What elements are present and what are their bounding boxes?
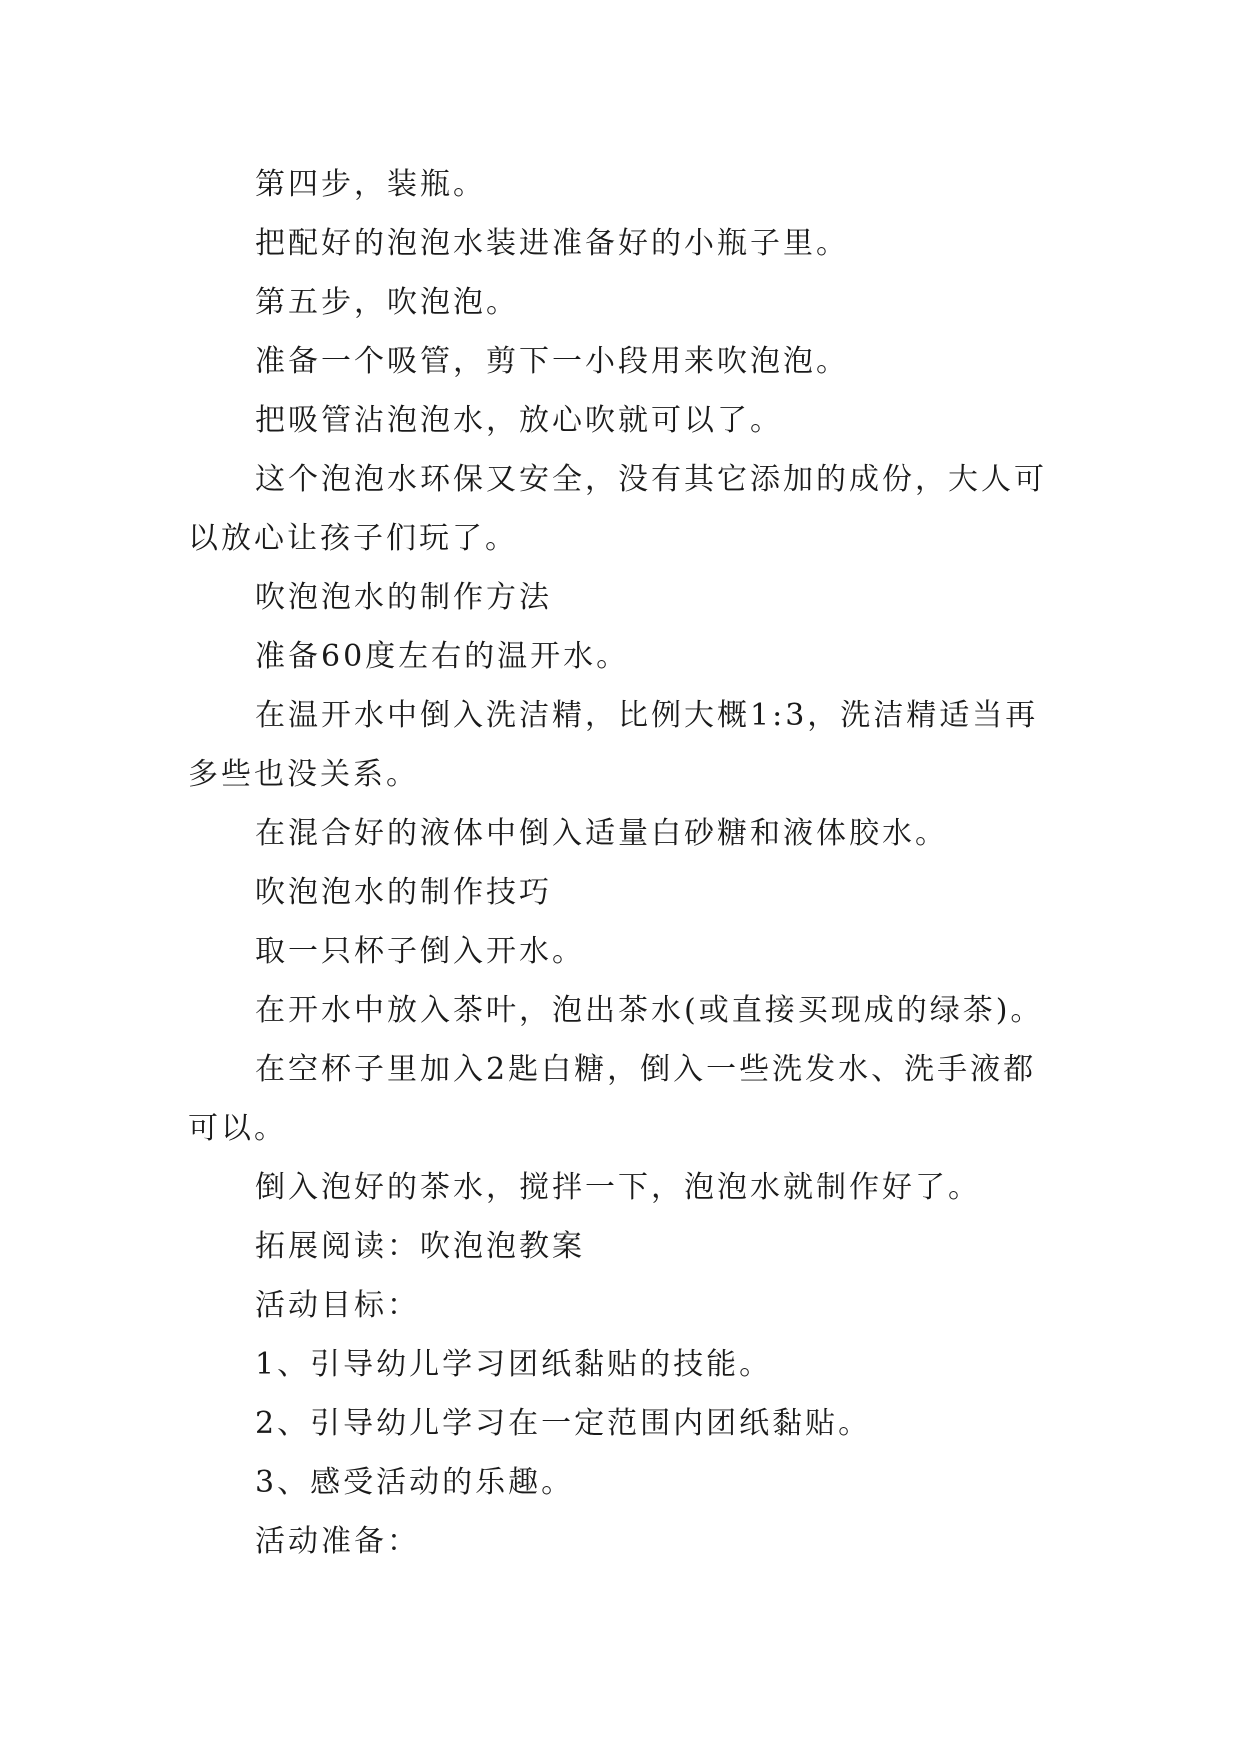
paragraph: 倒入泡好的茶水，搅拌一下，泡泡水就制作好了。 (255, 1170, 981, 1205)
paragraph: 在开水中放入茶叶，泡出茶水(或直接买现成的绿茶)。 (255, 993, 1044, 1028)
paragraph: 第四步，装瓶。 (255, 167, 486, 202)
section-heading: 活动目标： (255, 1288, 420, 1323)
section-heading: 吹泡泡水的制作方法 (255, 580, 552, 615)
list-item: 2、引导幼儿学习在一定范围内团纸黏贴。 (255, 1406, 872, 1441)
document-body (188, 155, 1068, 1571)
paragraph: 在温开水中倒入洗洁精，比例大概1:3，洗洁精适当再多些也没关系。 (188, 698, 1039, 792)
paragraph: 第五步，吹泡泡。 (255, 285, 519, 320)
paragraph: 把配好的泡泡水装进准备好的小瓶子里。 (255, 226, 849, 261)
section-heading: 活动准备： (255, 1524, 420, 1559)
paragraph: 在混合好的液体中倒入适量白砂糖和液体胶水。 (255, 816, 948, 851)
section-heading: 拓展阅读：吹泡泡教案 (255, 1229, 585, 1264)
section-heading: 吹泡泡水的制作技巧 (255, 875, 552, 910)
paragraph: 把吸管沾泡泡水，放心吹就可以了。 (255, 403, 783, 438)
paragraph: 准备60度左右的温开水。 (255, 639, 630, 674)
paragraph: 取一只杯子倒入开水。 (255, 934, 585, 969)
paragraph: 这个泡泡水环保又安全，没有其它添加的成份，大人可以放心让孩子们玩了。 (188, 462, 1047, 556)
list-item: 3、感受活动的乐趣。 (255, 1465, 575, 1500)
paragraph: 在空杯子里加入2匙白糖，倒入一些洗发水、洗手液都可以。 (188, 1052, 1037, 1146)
list-item: 1、引导幼儿学习团纸黏贴的技能。 (255, 1347, 773, 1382)
paragraph: 准备一个吸管，剪下一小段用来吹泡泡。 (255, 344, 849, 379)
